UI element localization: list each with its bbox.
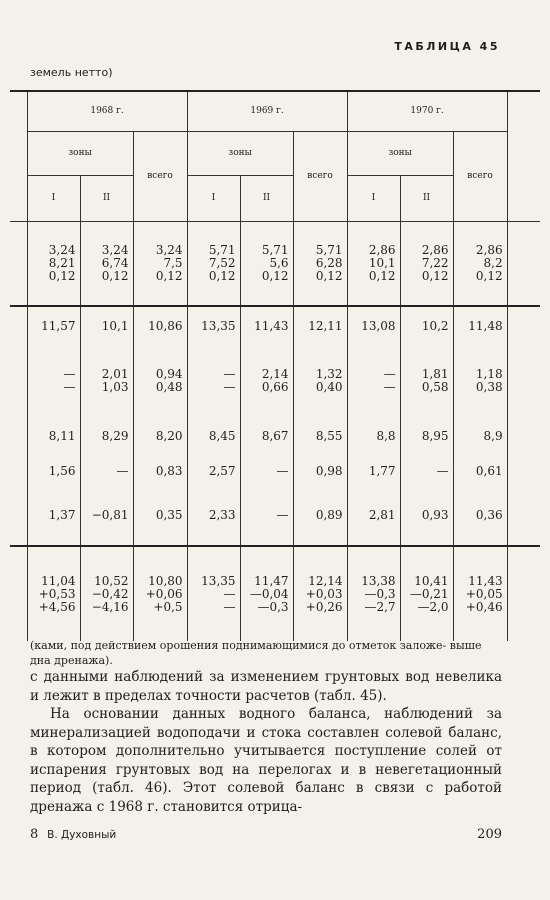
zone-number: II <box>240 175 293 221</box>
table-row <box>10 306 540 346</box>
cell-value: 8,55 <box>315 428 343 443</box>
cell-value: +4,56 <box>38 599 76 614</box>
zone-number: II <box>80 175 133 221</box>
cell-value: 0,12 <box>315 268 343 283</box>
cell-value: 10,52 <box>94 573 129 588</box>
cell-value: 13,35 <box>201 319 236 333</box>
table-footnote: (ками, под действием орошения поднимающимися до отметок заложе- выше дна дренажа). <box>30 639 482 667</box>
row-label-cell <box>10 416 27 456</box>
table-cell <box>80 546 133 641</box>
table-cell <box>240 546 293 641</box>
cell-value: 8,9 <box>483 428 503 443</box>
table-cell <box>80 486 133 546</box>
row-label-cell <box>10 546 27 641</box>
cell-value: 11,04 <box>41 573 76 588</box>
table-cell <box>133 486 187 546</box>
table-cell <box>453 346 507 416</box>
body-text <box>30 668 502 816</box>
table-cell <box>293 346 347 416</box>
cell-value: 2,86 <box>475 242 503 257</box>
paragraph: На основании данных водного баланса, наблюдений за минерализацией водоподачи и стока составлен солевой баланс, в котором дополнительно учитывается поступление солей от испарения грунтовых вод на перелогах и в невегетационный период (табл. 46). Этот солевой баланс в связи с работой дренажа с 1968 г. становится отрица- <box>30 706 502 815</box>
table-cell <box>187 546 240 641</box>
table-cell <box>27 416 80 456</box>
year-header: 1969 г. <box>187 91 347 131</box>
page-footer <box>30 827 116 842</box>
cell-value: 8,20 <box>155 428 183 443</box>
cell-value: 10,86 <box>148 319 183 333</box>
cell-value: 8,8 <box>376 428 396 443</box>
cell-value: +0,06 <box>145 586 183 601</box>
cell-value: 3,24 <box>48 242 76 257</box>
table-cell <box>400 221 453 306</box>
cell-value: 0,12 <box>261 268 289 283</box>
zones-header: зоны <box>347 131 453 175</box>
cell-value: 0,12 <box>368 268 396 283</box>
trailing-column <box>507 91 540 221</box>
cell-value: 8,21 <box>48 255 76 270</box>
table-row <box>10 486 540 546</box>
table-cell <box>400 306 453 346</box>
cell-value: 13,38 <box>361 573 396 588</box>
table-cell <box>80 306 133 346</box>
cell-value: 0,12 <box>48 268 76 283</box>
trailing-cell <box>507 416 540 456</box>
cell-value: 8,45 <box>208 428 236 443</box>
cell-value: 11,48 <box>468 319 503 333</box>
cell-value: —0,3 <box>364 586 396 601</box>
trailing-cell <box>507 306 540 346</box>
table-cell <box>240 486 293 546</box>
table-cell <box>293 456 347 486</box>
cell-value: 10,1 <box>101 319 129 333</box>
table-row <box>10 221 540 306</box>
cell-value: 0,98 <box>315 463 343 478</box>
trailing-cell <box>507 346 540 416</box>
cell-value: 1,77 <box>368 463 396 478</box>
cell-value: —0,21 <box>409 586 449 601</box>
trailing-cell <box>507 546 540 641</box>
cell-value: 0,12 <box>101 268 129 283</box>
cell-value: 1,37 <box>48 508 76 522</box>
table-caption: ТАБЛИЦА 45 <box>394 40 500 53</box>
zone-number: II <box>400 175 453 221</box>
cell-value: 11,43 <box>468 573 503 588</box>
table-cell <box>240 346 293 416</box>
cell-value: 0,40 <box>315 380 343 394</box>
cell-value: — <box>116 463 129 478</box>
table-cell <box>347 221 400 306</box>
zones-header: зоны <box>187 131 293 175</box>
cell-value: 11,57 <box>41 319 76 333</box>
cell-value: 2,57 <box>208 463 236 478</box>
data-table <box>10 90 540 641</box>
cell-value: — <box>276 463 289 478</box>
table-cell <box>80 456 133 486</box>
paragraph: с данными наблюдений за изменением грунтовых вод невелика и лежит в пределах точности расчетов (табл. 45). <box>30 669 502 704</box>
cell-value: 6,74 <box>101 255 129 270</box>
author-name: В. Духовный <box>47 829 117 841</box>
table-cell <box>187 346 240 416</box>
cell-value: 0,12 <box>155 268 183 283</box>
table-cell <box>400 486 453 546</box>
zone-number: I <box>187 175 240 221</box>
trailing-cell <box>507 456 540 486</box>
table-cell <box>400 546 453 641</box>
cell-value: 8,95 <box>421 428 449 443</box>
cell-value: —0,3 <box>257 599 289 614</box>
table-cell <box>240 416 293 456</box>
cell-value: 5,71 <box>208 242 236 257</box>
table-cell <box>133 546 187 641</box>
cell-value: 8,2 <box>483 255 503 270</box>
cell-value: — <box>383 367 396 381</box>
table-cell <box>347 416 400 456</box>
total-header: всего <box>453 131 507 221</box>
table-cell <box>347 486 400 546</box>
table-cell <box>133 346 187 416</box>
cell-value: —2,0 <box>417 599 449 614</box>
cell-value: 11,43 <box>254 319 289 333</box>
cell-value: 12,14 <box>308 573 343 588</box>
table-cell <box>293 221 347 306</box>
table-body <box>10 221 540 641</box>
table-cell <box>453 306 507 346</box>
table-cell <box>453 486 507 546</box>
cell-value: 0,38 <box>475 380 503 394</box>
table-cell <box>133 456 187 486</box>
row-label-column <box>10 91 27 221</box>
cell-value: −0,42 <box>91 586 129 601</box>
total-header: всего <box>293 131 347 221</box>
row-label-cell <box>10 346 27 416</box>
table-cell <box>27 546 80 641</box>
cell-value: 7,5 <box>163 255 183 270</box>
cell-value: 0,58 <box>421 380 449 394</box>
cell-value: 1,56 <box>48 463 76 478</box>
zone-number: I <box>27 175 80 221</box>
cell-value: 10,1 <box>368 255 396 270</box>
cell-value: +0,03 <box>305 586 343 601</box>
cell-value: 0,48 <box>155 380 183 394</box>
table-cell <box>133 221 187 306</box>
cell-value: 0,12 <box>475 268 503 283</box>
table-cell <box>187 416 240 456</box>
cell-value: 5,71 <box>261 242 289 257</box>
cell-value: 0,83 <box>155 463 183 478</box>
row-label-cell <box>10 306 27 346</box>
cell-value: — <box>276 508 289 522</box>
row-label-cell <box>10 456 27 486</box>
cell-value: +0,53 <box>38 586 76 601</box>
cell-value: 12,11 <box>308 319 343 333</box>
cell-value: — <box>223 586 236 601</box>
row-label-cell <box>10 486 27 546</box>
cell-value: 1,81 <box>421 367 449 381</box>
cell-value: 2,86 <box>421 242 449 257</box>
cell-value: 8,67 <box>261 428 289 443</box>
year-header: 1968 г. <box>27 91 187 131</box>
cell-value: +0,46 <box>465 599 503 614</box>
row-label-cell <box>10 221 27 306</box>
cell-value: −4,16 <box>91 599 129 614</box>
table-cell <box>80 346 133 416</box>
zone-number: I <box>347 175 400 221</box>
cell-value: +0,05 <box>465 586 503 601</box>
cell-value: 1,03 <box>101 380 129 394</box>
cell-value: 0,12 <box>421 268 449 283</box>
table-cell <box>27 456 80 486</box>
cell-value: —0,04 <box>249 586 289 601</box>
trailing-cell <box>507 486 540 546</box>
table-cell <box>293 306 347 346</box>
table-cell <box>347 546 400 641</box>
cell-value: 6,28 <box>315 255 343 270</box>
table-cell <box>187 306 240 346</box>
cell-value: 2,33 <box>208 508 236 522</box>
table-subtitle: земель нетто) <box>30 66 113 79</box>
table-cell <box>27 306 80 346</box>
table-row <box>10 546 540 641</box>
cell-value: −0,81 <box>91 508 129 522</box>
cell-value: 1,32 <box>315 367 343 381</box>
cell-value: 2,81 <box>368 508 396 522</box>
cell-value: 5,71 <box>315 242 343 257</box>
cell-value: 8,29 <box>101 428 129 443</box>
table-cell <box>453 456 507 486</box>
cell-value: 8,11 <box>48 428 76 443</box>
table-cell <box>347 346 400 416</box>
cell-value: 2,01 <box>101 367 129 381</box>
total-header: всего <box>133 131 187 221</box>
table-cell <box>240 221 293 306</box>
cell-value: 0,61 <box>475 463 503 478</box>
cell-value: 0,66 <box>261 380 289 394</box>
table-cell <box>400 416 453 456</box>
table-cell <box>293 416 347 456</box>
table-cell <box>187 221 240 306</box>
cell-value: — <box>223 367 236 381</box>
trailing-cell <box>507 221 540 306</box>
cell-value: 0,36 <box>475 508 503 522</box>
table-cell <box>453 416 507 456</box>
cell-value: 10,41 <box>414 573 449 588</box>
table-cell <box>453 221 507 306</box>
cell-value: 5,6 <box>269 255 289 270</box>
signature-mark: 8 <box>30 827 39 842</box>
cell-value: 13,08 <box>361 319 396 333</box>
year-header: 1970 г. <box>347 91 507 131</box>
cell-value: 0,35 <box>155 508 183 522</box>
table-cell <box>240 456 293 486</box>
cell-value: 11,47 <box>254 573 289 588</box>
cell-value: — <box>223 380 236 394</box>
cell-value: — <box>436 463 449 478</box>
table-cell <box>80 221 133 306</box>
table-cell <box>293 486 347 546</box>
table-cell <box>187 456 240 486</box>
cell-value: 13,35 <box>201 573 236 588</box>
cell-value: 3,24 <box>101 242 129 257</box>
cell-value: +0,26 <box>305 599 343 614</box>
table-cell <box>293 546 347 641</box>
table-row <box>10 456 540 486</box>
cell-value: — <box>63 380 76 394</box>
table-cell <box>400 456 453 486</box>
table-cell <box>133 416 187 456</box>
cell-value: 7,22 <box>421 255 449 270</box>
table-header <box>10 91 540 221</box>
cell-value: — <box>63 367 76 381</box>
cell-value: —2,7 <box>364 599 396 614</box>
cell-value: 10,2 <box>421 319 449 333</box>
cell-value: 7,52 <box>208 255 236 270</box>
table-cell <box>347 306 400 346</box>
cell-value: 0,94 <box>155 367 183 381</box>
cell-value: — <box>223 599 236 614</box>
cell-value: 2,14 <box>261 367 289 381</box>
table-cell <box>240 306 293 346</box>
table-cell <box>400 346 453 416</box>
cell-value: 2,86 <box>368 242 396 257</box>
table-cell <box>80 416 133 456</box>
cell-value: 3,24 <box>155 242 183 257</box>
cell-value: +0,5 <box>153 599 183 614</box>
page-number: 209 <box>477 827 502 842</box>
cell-value: 10,80 <box>148 573 183 588</box>
cell-value: 0,93 <box>421 508 449 522</box>
table-cell <box>347 456 400 486</box>
table-cell <box>27 346 80 416</box>
zones-header: зоны <box>27 131 133 175</box>
table-cell <box>187 486 240 546</box>
table-cell <box>133 306 187 346</box>
table-row <box>10 416 540 456</box>
cell-value: 0,12 <box>208 268 236 283</box>
cell-value: — <box>383 380 396 394</box>
table-row <box>10 346 540 416</box>
table-cell <box>27 486 80 546</box>
cell-value: 1,18 <box>475 367 503 381</box>
cell-value: 0,89 <box>315 508 343 522</box>
table-cell <box>27 221 80 306</box>
table-cell <box>453 546 507 641</box>
